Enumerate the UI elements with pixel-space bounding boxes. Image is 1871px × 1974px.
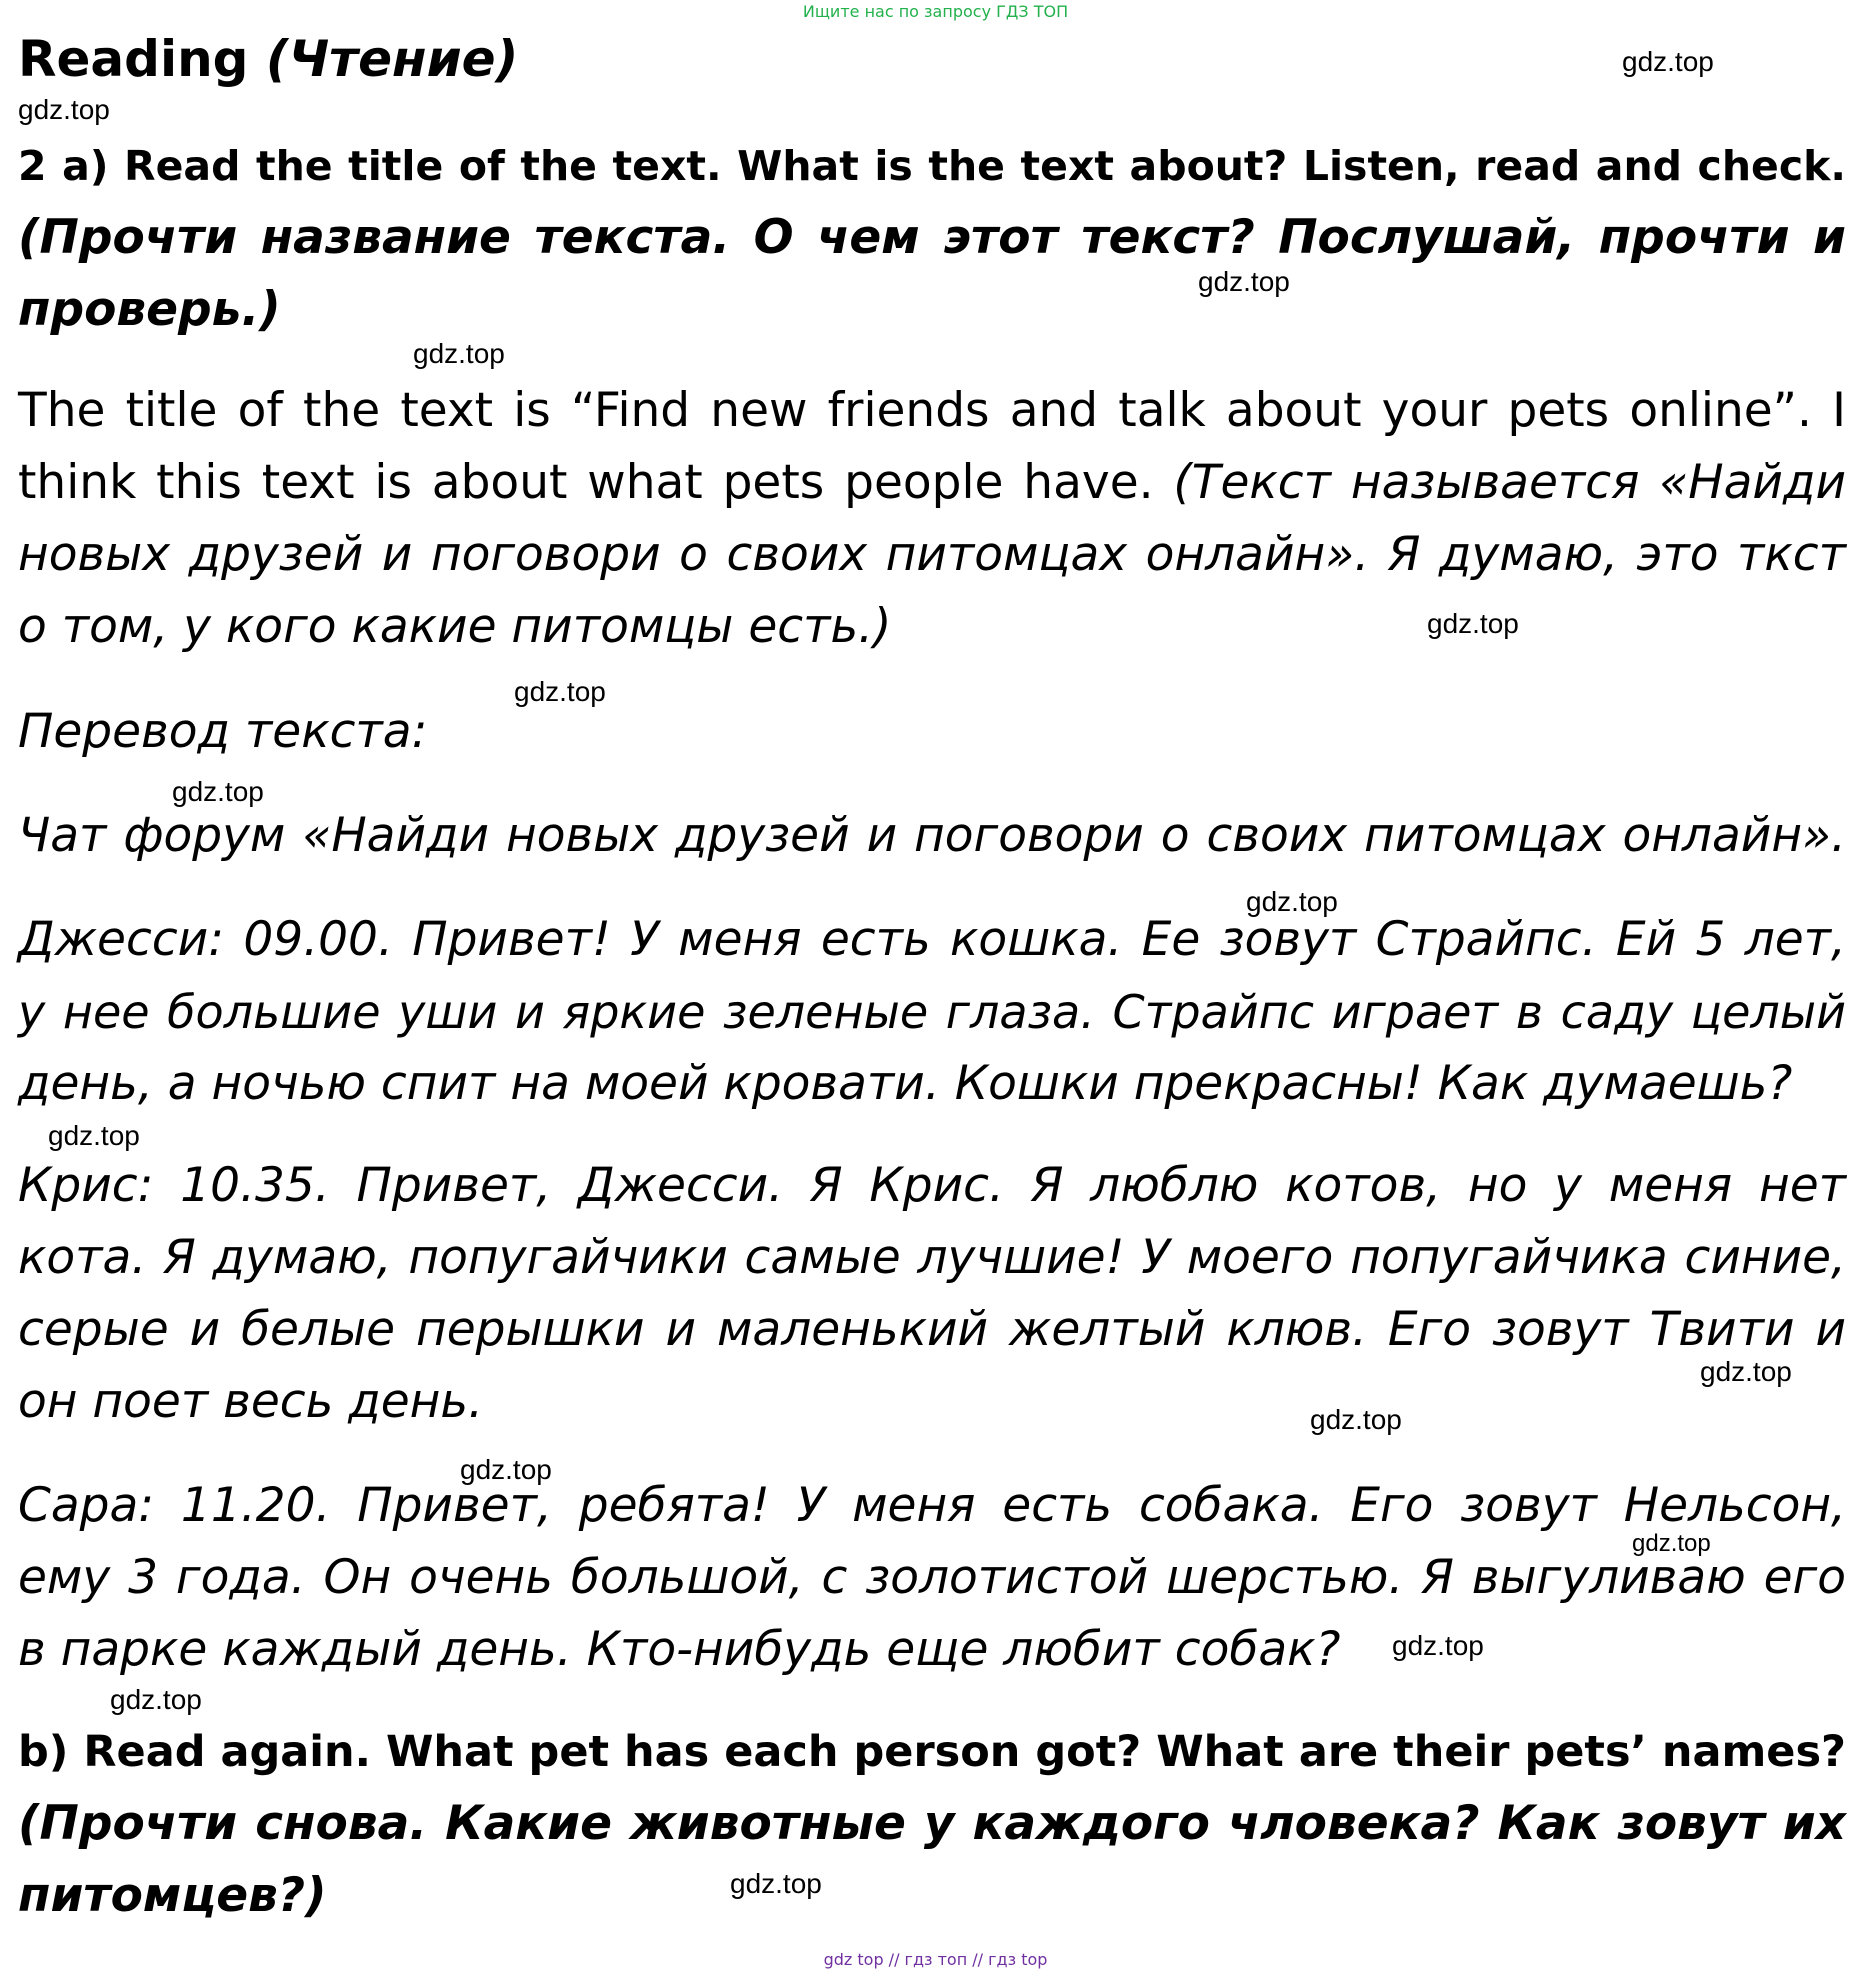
watermark: gdz.top	[1700, 1356, 1792, 1387]
watermark: gdz.top	[1632, 1530, 1711, 1557]
answer-line-3: новых друзей и поговори о своих питомцах онлайн». Я думаю, это ткст	[18, 527, 1846, 582]
watermark: gdz.top	[1392, 1630, 1484, 1661]
bottom-banner: gdz top // гдз топ // гдз top	[823, 1950, 1048, 1969]
task-a-line-1: 2 a) Read the title of the text. What is the text about? Listen, read and check.	[18, 142, 1846, 190]
answer-line-2-ru: (Текст называется «Найди	[1173, 455, 1846, 510]
chris-line-2: кота. Я думаю, попугайчики самые лучшие! У моего попугайчика синие,	[18, 1230, 1846, 1285]
jessie-line-3: день, а ночью спит на моей кровати. Кошки прекрасны! Как думаешь?	[18, 1056, 1793, 1111]
chris-line-3: серые и белые перышки и маленький желтый клюв. Его зовут Твити и	[18, 1302, 1846, 1357]
answer-line-1: The title of the text is “Find new friends and talk about your pets online”. I	[18, 383, 1846, 438]
section-heading	[18, 30, 518, 88]
sara-line-1: Сара: 11.20. Привет, ребята! У меня есть собака. Его зовут Нельсон,	[18, 1478, 1846, 1533]
chris-line-4: он поет весь день.	[18, 1374, 484, 1429]
watermark: gdz.top	[110, 1684, 202, 1715]
forum-title: Чат форум «Найди новых друзей и поговори о своих питомцах онлайн».	[18, 808, 1846, 863]
watermark: gdz.top	[172, 776, 264, 807]
task-b-line-1: b) Read again. What pet has each person got? What are their pets’ names?	[18, 1727, 1846, 1777]
jessie-line-1: Джесси: 09.00. Привет! У меня есть кошка. Ее зовут Страйпс. Ей 5 лет,	[18, 912, 1846, 967]
translation-label: Перевод текста:	[18, 704, 428, 759]
watermark: gdz.top	[730, 1868, 822, 1899]
jessie-line-2: у нее большие уши и яркие зеленые глаза. Страйпс играет в саду целый	[18, 985, 1846, 1039]
watermark: gdz.top	[1310, 1404, 1402, 1435]
watermark: gdz.top	[48, 1120, 140, 1151]
heading-ru: (Чтение)	[265, 30, 519, 88]
watermark: gdz.top	[514, 676, 606, 707]
answer-line-2-en: think this text is about what pets people have.	[18, 455, 1174, 510]
answer-line-2	[18, 447, 1846, 519]
watermark: gdz.top	[460, 1454, 552, 1485]
task-b-line-3: питомцев?)	[18, 1868, 327, 1923]
sara-line-3: в парке каждый день. Кто-нибудь еще любит собак?	[18, 1622, 1341, 1677]
watermark: gdz.top	[1198, 266, 1290, 297]
watermark: gdz.top	[1246, 886, 1338, 917]
task-b-line-2: (Прочти снова. Какие животные у каждого чловека? Как зовут их	[18, 1796, 1846, 1851]
watermark: gdz.top	[1427, 608, 1519, 639]
watermark: gdz.top	[1622, 46, 1714, 77]
top-banner: Ищите нас по запросу ГДЗ ТОП	[802, 2, 1069, 21]
task-a-line-2: (Прочти название текста. О чем этот текст? Послушай, прочти и	[18, 210, 1846, 265]
answer-line-4: о том, у кого какие питомцы есть.)	[18, 599, 892, 654]
chris-line-1: Крис: 10.35. Привет, Джесси. Я Крис. Я люблю котов, но у меня нет	[18, 1158, 1846, 1213]
task-a-line-3: проверь.)	[18, 282, 281, 337]
heading-en: Reading	[18, 30, 266, 88]
sara-line-2: ему 3 года. Он очень большой, с золотистой шерстью. Я выгуливаю его	[18, 1550, 1846, 1605]
watermark: gdz.top	[18, 94, 110, 125]
watermark: gdz.top	[413, 338, 505, 369]
